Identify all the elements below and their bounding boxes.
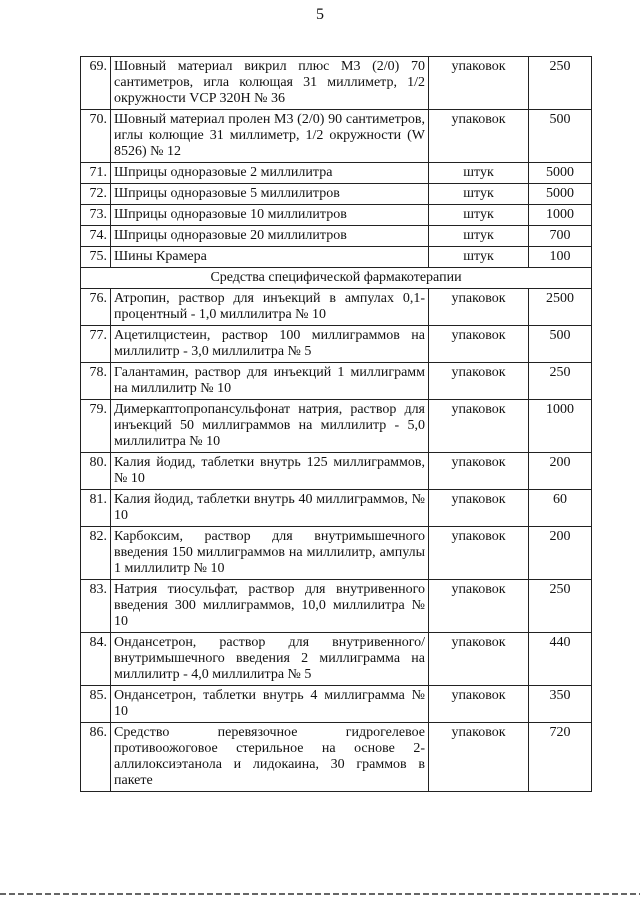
- item-unit: штук: [429, 163, 529, 184]
- item-description: Карбоксим, раствор для внутримышечного введения 150 миллиграммов на миллилитр, ампулы 1 миллилитр № 10: [111, 527, 429, 580]
- item-description: Димеркаптопропансульфонат натрия, раствор для инъекций 50 миллиграммов на миллилитр - 5,0 миллилитра № 10: [111, 400, 429, 453]
- item-description: Средство перевязочное гидрогелевое противоожоговое стерильное на основе 2-аллилоксиэтанола и лидокаина, 30 граммов в пакете: [111, 723, 429, 792]
- item-unit: упаковок: [429, 289, 529, 326]
- table-row: [81, 490, 592, 527]
- table-row: [81, 723, 592, 792]
- table-row: [81, 226, 592, 247]
- item-unit: упаковок: [429, 326, 529, 363]
- row-number: 85.: [81, 686, 111, 723]
- item-description: Ондансетрон, таблетки внутрь 4 миллиграмма № 10: [111, 686, 429, 723]
- row-number: 73.: [81, 205, 111, 226]
- item-unit: упаковок: [429, 633, 529, 686]
- item-unit: штук: [429, 226, 529, 247]
- row-number: 76.: [81, 289, 111, 326]
- item-quantity: 200: [529, 453, 592, 490]
- item-description: Шовный материал пролен М3 (2/0) 90 сантиметров, иглы колющие 31 миллиметр, 1/2 окружности (W 8526) № 12: [111, 110, 429, 163]
- item-quantity: 100: [529, 247, 592, 268]
- table-row: [81, 527, 592, 580]
- table-row: [81, 289, 592, 326]
- row-number: 79.: [81, 400, 111, 453]
- row-number: 70.: [81, 110, 111, 163]
- page-number: 5: [316, 6, 324, 23]
- item-quantity: 440: [529, 633, 592, 686]
- table-row: [81, 326, 592, 363]
- item-quantity: 1000: [529, 400, 592, 453]
- item-unit: упаковок: [429, 363, 529, 400]
- item-description: Шприцы одноразовые 20 миллилитров: [111, 226, 429, 247]
- item-quantity: 500: [529, 110, 592, 163]
- table-row: [81, 163, 592, 184]
- table-row: [81, 110, 592, 163]
- item-quantity: 350: [529, 686, 592, 723]
- item-unit: упаковок: [429, 57, 529, 110]
- row-number: 77.: [81, 326, 111, 363]
- row-number: 71.: [81, 163, 111, 184]
- row-number: 86.: [81, 723, 111, 792]
- section-header-row: [81, 268, 592, 289]
- table-row: [81, 686, 592, 723]
- item-unit: штук: [429, 205, 529, 226]
- row-number: 75.: [81, 247, 111, 268]
- item-description: Натрия тиосульфат, раствор для внутривенного введения 300 миллиграммов, 10,0 миллилитра № 10: [111, 580, 429, 633]
- row-number: 74.: [81, 226, 111, 247]
- item-unit: упаковок: [429, 490, 529, 527]
- item-quantity: 250: [529, 580, 592, 633]
- row-number: 81.: [81, 490, 111, 527]
- item-quantity: 200: [529, 527, 592, 580]
- item-unit: упаковок: [429, 400, 529, 453]
- item-description: Калия йодид, таблетки внутрь 125 миллиграммов, № 10: [111, 453, 429, 490]
- row-number: 69.: [81, 57, 111, 110]
- table-row: [81, 205, 592, 226]
- item-unit: упаковок: [429, 110, 529, 163]
- row-number: 83.: [81, 580, 111, 633]
- table-row: [81, 633, 592, 686]
- section-title: Средства специфической фармакотерапии: [81, 268, 592, 289]
- item-quantity: 700: [529, 226, 592, 247]
- item-unit: упаковок: [429, 453, 529, 490]
- item-description: Шприцы одноразовые 2 миллилитра: [111, 163, 429, 184]
- item-description: Ацетилцистеин, раствор 100 миллиграммов на миллилитр - 3,0 миллилитра № 5: [111, 326, 429, 363]
- item-description: Шприцы одноразовые 10 миллилитров: [111, 205, 429, 226]
- row-number: 82.: [81, 527, 111, 580]
- row-number: 84.: [81, 633, 111, 686]
- row-number: 72.: [81, 184, 111, 205]
- item-quantity: 5000: [529, 163, 592, 184]
- item-description: Шовный материал викрил плюс М3 (2/0) 70 сантиметров, игла колющая 31 миллиметр, 1/2 окружности VCP 320H № 36: [111, 57, 429, 110]
- item-unit: штук: [429, 184, 529, 205]
- table-row: [81, 57, 592, 110]
- table-row: [81, 184, 592, 205]
- item-quantity: 250: [529, 57, 592, 110]
- item-unit: упаковок: [429, 580, 529, 633]
- item-quantity: 60: [529, 490, 592, 527]
- row-number: 80.: [81, 453, 111, 490]
- supplies-table: [80, 56, 592, 792]
- item-unit: упаковок: [429, 686, 529, 723]
- item-description: Ондансетрон, раствор для внутривенного/внутримышечного введения 2 миллиграмма на миллилитр - 4,0 миллилитра № 5: [111, 633, 429, 686]
- table-body: [81, 57, 592, 792]
- item-unit: штук: [429, 247, 529, 268]
- item-unit: упаковок: [429, 527, 529, 580]
- footer-line: [0, 893, 640, 895]
- table-row: [81, 453, 592, 490]
- item-description: Калия йодид, таблетки внутрь 40 миллиграммов, № 10: [111, 490, 429, 527]
- item-quantity: 5000: [529, 184, 592, 205]
- item-description: Шприцы одноразовые 5 миллилитров: [111, 184, 429, 205]
- item-quantity: 2500: [529, 289, 592, 326]
- table-row: [81, 247, 592, 268]
- item-quantity: 250: [529, 363, 592, 400]
- item-quantity: 500: [529, 326, 592, 363]
- table-row: [81, 400, 592, 453]
- table-row: [81, 580, 592, 633]
- item-quantity: 720: [529, 723, 592, 792]
- item-quantity: 1000: [529, 205, 592, 226]
- table-row: [81, 363, 592, 400]
- row-number: 78.: [81, 363, 111, 400]
- item-description: Шины Крамера: [111, 247, 429, 268]
- item-description: Атропин, раствор для инъекций в ампулах 0,1-процентный - 1,0 миллилитра № 10: [111, 289, 429, 326]
- item-unit: упаковок: [429, 723, 529, 792]
- item-description: Галантамин, раствор для инъекций 1 миллиграмм на миллилитр № 10: [111, 363, 429, 400]
